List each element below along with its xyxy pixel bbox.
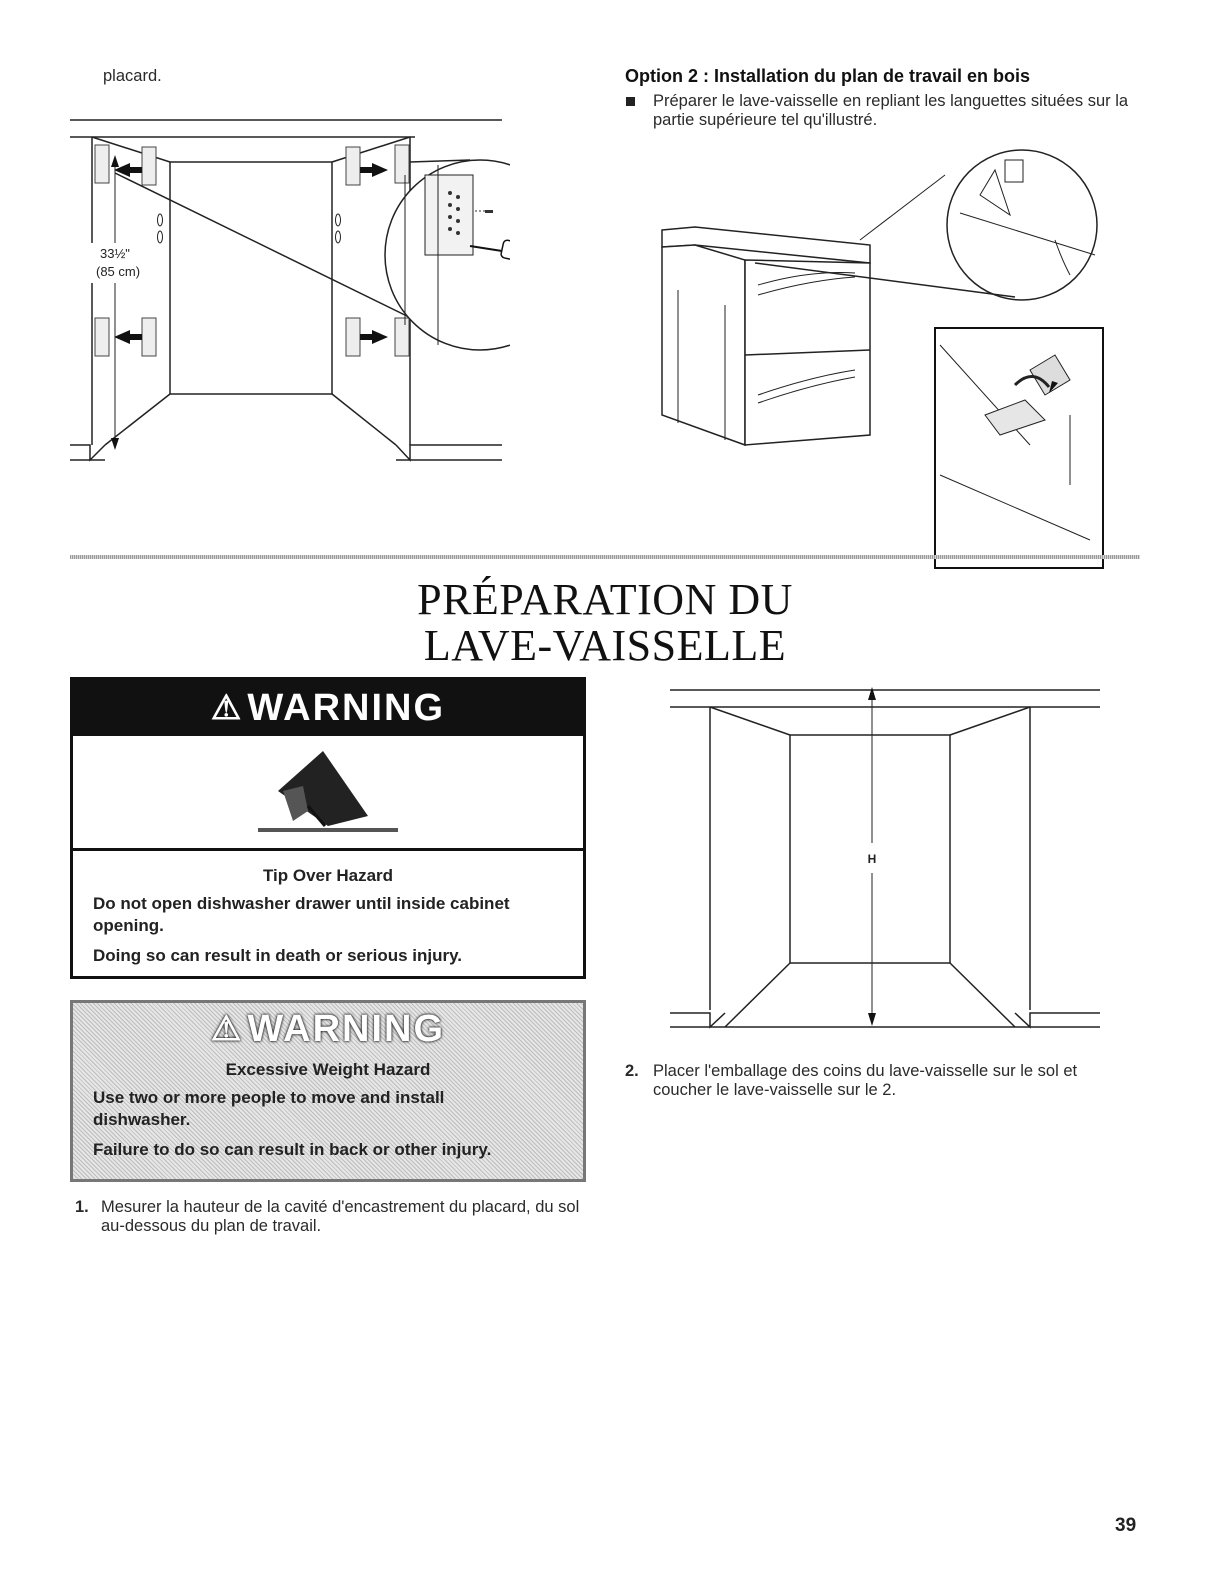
option2-heading: Option 2 : Installation du plan de travail en bois [625,66,1031,86]
bullet-square [626,97,635,106]
step2-text: Placer l'emballage des coins du lave-vaisselle sur le sol et coucher le lave-vaisselle sur le 2. [653,1062,1078,1099]
weight-instruction: Use two or more people to move and install dishwasher. [93,1088,445,1129]
weight-consequence: Failure to do so can result in back or other injury. [93,1140,492,1159]
section-title-line1: PRÉPARATION DU [417,575,793,624]
tip-over-pictogram-area [73,736,583,851]
warning-triangle-icon: ⚠ [210,1010,244,1048]
page-number: 39 [1115,1515,1137,1536]
continued-text: placard. [103,67,162,85]
warning-label: WARNING [247,1007,446,1050]
warning-band [73,680,583,736]
tip-over-warning [70,677,586,979]
tip-over-instruction: Do not open dishwasher drawer until inside cabinet opening. [93,894,510,935]
weight-hazard-title: Excessive Weight Hazard [225,1060,431,1079]
height-label: H [867,852,877,866]
section-title [200,577,1010,669]
step1-text: Mesurer la hauteur de la cavité d'encastrement du placard, du sol au-dessous du plan de travail. [101,1198,580,1235]
warning-triangle-icon: ⚠ [210,689,244,727]
tip-over-hazard-title: Tip Over Hazard [262,866,394,885]
weight-warning [70,1000,586,1182]
section-divider [70,555,1140,559]
cabinet-height-figure [665,685,1105,1035]
tip-over-pictogram-icon [253,746,403,841]
dishwasher-tabs-figure [650,145,1105,570]
cabinet-bracket-figure [70,115,510,470]
option2-bullet-text: Préparer le lave-vaisselle en repliant les languettes situées sur la partie supérieure tel qu'illustré. [653,92,1129,129]
tip-over-consequence: Doing so can result in death or serious injury. [93,946,463,965]
dimension-cm: (85 cm) [96,264,141,279]
section-title-line2: LAVE-VAISSELLE [423,621,787,670]
step1-number: 1. [75,1198,89,1216]
warning-label: WARNING [247,686,446,729]
step2-number: 2. [625,1062,639,1080]
dimension-inches: 33½" [100,246,130,261]
warning-band [73,1003,583,1055]
